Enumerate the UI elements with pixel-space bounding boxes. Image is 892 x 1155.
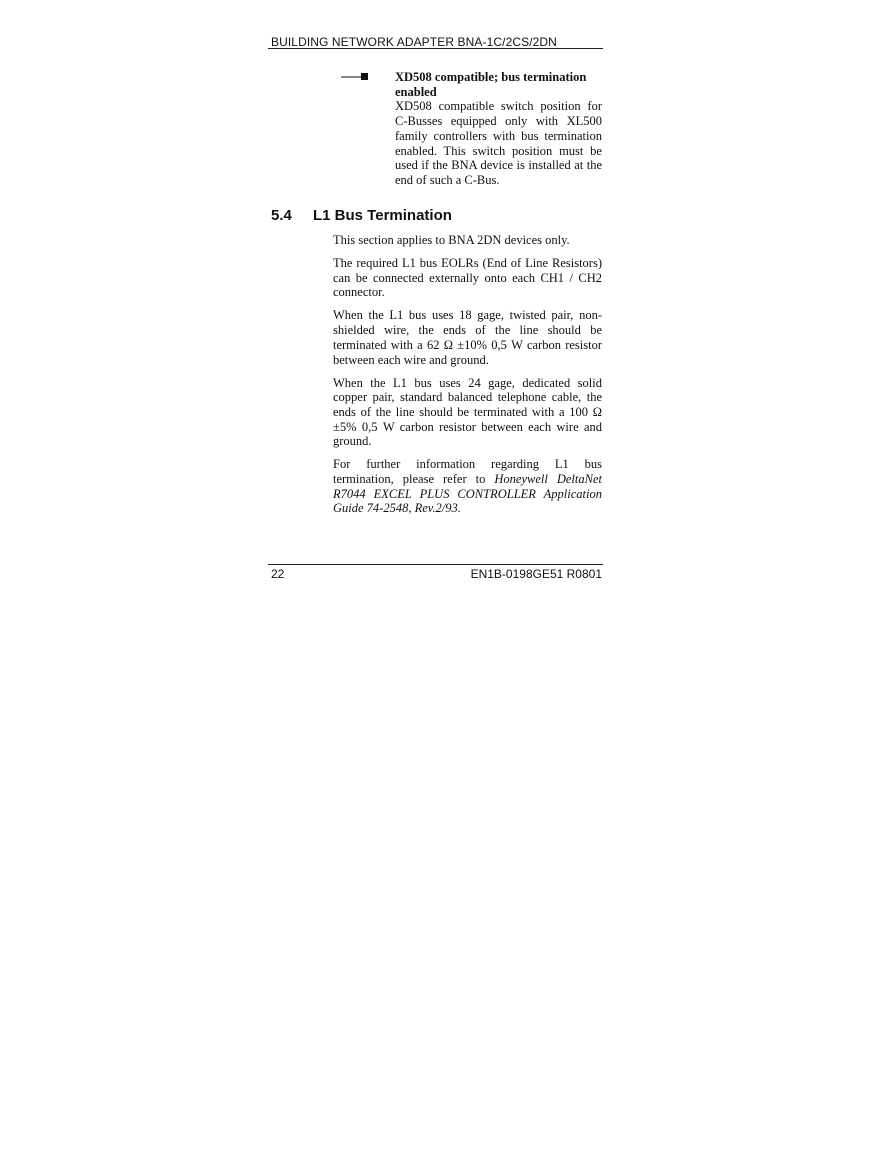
- header-rule: [268, 48, 603, 49]
- running-header: BUILDING NETWORK ADAPTER BNA-1C/2CS/2DN: [271, 35, 557, 49]
- document-code: EN1B-0198GE51 R0801: [470, 567, 602, 581]
- section-title: L1 Bus Termination: [313, 207, 452, 224]
- paragraph: This section applies to BNA 2DN devices only.: [333, 233, 570, 247]
- footer-rule: [268, 564, 603, 565]
- paragraph: When the L1 bus uses 18 gage, twisted pair, non-shielded wire, the ends of the line should be terminated with a 62 Ω ±10% 0,5 W carbon resistor between each wire and ground.: [333, 308, 602, 367]
- section-number: 5.4: [271, 207, 292, 224]
- section-body: [333, 233, 602, 524]
- switch-option: [395, 70, 602, 188]
- switch-position-icon: [341, 72, 369, 82]
- option-title: XD508 compatible; bus termination enabled: [395, 70, 587, 99]
- paragraph: When the L1 bus uses 24 gage, dedicated solid copper pair, standard balanced telephone cable, the ends of the line should be terminated with a 100 Ω ±5% 0,5 W carbon resistor between each wire and ground.: [333, 375, 602, 449]
- reference-paragraph: [333, 457, 602, 516]
- section-heading: [271, 207, 606, 224]
- reference-citation: Honeywell DeltaNet R7044 EXCEL PLUS CONTROLLER Application Guide 74-2548, Rev.2/93.: [333, 472, 602, 516]
- paragraph: The required L1 bus EOLRs (End of Line Resistors) can be connected externally onto each CH1 / CH2 connector.: [333, 256, 602, 300]
- option-description: XD508 compatible switch position for C-Busses equipped only with XL500 family controllers with bus termination enabled. This switch position must be used if the BNA device is installed at the end of such a C-Bus.: [395, 99, 602, 187]
- reference-lead: For further information regarding L1 bus termination, please refer to: [333, 457, 602, 487]
- page-number: 22: [271, 567, 285, 581]
